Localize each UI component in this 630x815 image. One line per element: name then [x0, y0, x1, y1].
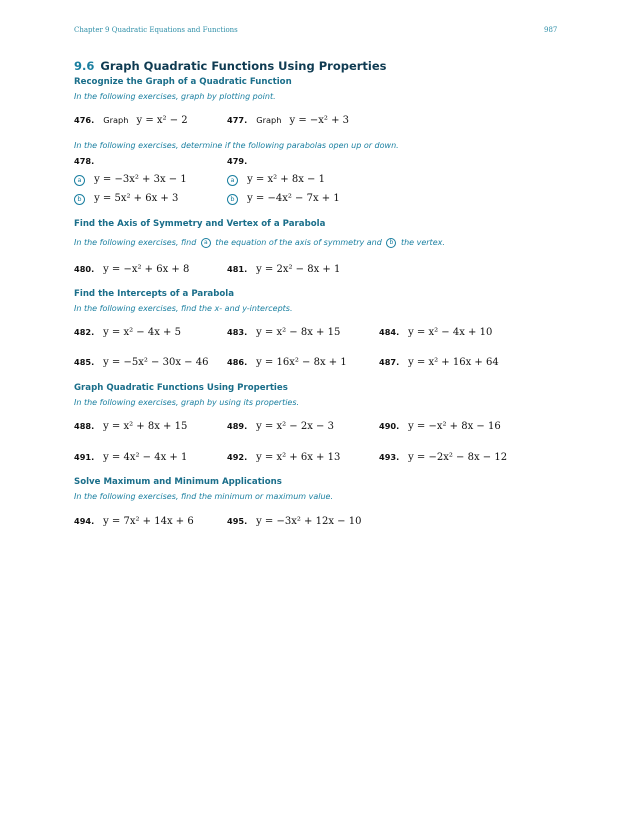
- part-a-marker: a: [201, 238, 211, 248]
- exercise-487: [379, 350, 499, 369]
- exercise-number: 480.: [74, 264, 95, 274]
- exercise-number: 487.: [379, 357, 400, 367]
- exercise-number: 489.: [227, 421, 248, 431]
- exercise-477: [227, 108, 349, 127]
- exercise-expression: y = x² + 8x − 1: [247, 174, 325, 185]
- subsection-heading-intercepts: Find the Intercepts of a Parabola: [74, 289, 235, 299]
- subsection-heading-axis: Find the Axis of Symmetry and Vertex of a Parabola: [74, 219, 326, 229]
- exercise-expression: y = −3x² + 3x − 1: [94, 174, 187, 185]
- exercise-number: 486.: [227, 357, 248, 367]
- exercise-expression: y = x² − 2: [136, 115, 188, 126]
- running-header-chapter: Chapter 9 Quadratic Equations and Functions: [74, 26, 238, 34]
- exercise-482: [74, 320, 181, 339]
- instruction-max-min: In the following exercises, find the minimum or maximum value.: [74, 492, 333, 501]
- exercise-495: [227, 509, 361, 528]
- part-b-marker: b: [386, 238, 396, 248]
- exercise-expression: y = −x² + 3: [289, 115, 350, 126]
- exercise-number: 492.: [227, 452, 248, 462]
- part-a-marker: a: [227, 175, 238, 186]
- part-b-marker: b: [227, 194, 238, 205]
- exercise-484: [379, 320, 492, 339]
- exercise-number: 483.: [227, 327, 248, 337]
- exercise-word: Graph: [103, 115, 129, 125]
- exercise-number: 493.: [379, 452, 400, 462]
- exercise-number: 477.: [227, 115, 248, 125]
- part-b-marker: b: [74, 194, 85, 205]
- exercise-expression: y = −3x² + 12x − 10: [256, 516, 362, 527]
- exercise-word: Graph: [256, 115, 282, 125]
- exercise-expression: y = 16x² − 8x + 1: [256, 357, 347, 368]
- exercise-expression: y = 7x² + 14x + 6: [103, 516, 194, 527]
- instruction-graph-properties: In the following exercises, graph by using its properties.: [74, 398, 300, 407]
- instruction-text: the equation of the axis of symmetry and: [215, 238, 382, 247]
- exercise-number-479: 479.: [227, 156, 248, 166]
- page-number: 987: [544, 26, 558, 34]
- exercise-expression: y = x² − 8x + 15: [256, 327, 341, 338]
- exercise-485: [74, 350, 208, 369]
- exercise-493: [379, 445, 507, 464]
- exercise-number: 476.: [74, 115, 95, 125]
- exercise-number: 484.: [379, 327, 400, 337]
- subsection-heading-recognize: Recognize the Graph of a Quadratic Function: [74, 77, 292, 87]
- instruction-text: In the following exercises, find: [74, 238, 197, 247]
- exercise-expression: y = x² − 2x − 3: [256, 421, 334, 432]
- section-number: 9.6: [74, 59, 95, 73]
- subsection-heading-graph-properties: Graph Quadratic Functions Using Properties: [74, 383, 288, 393]
- exercise-491: [74, 445, 187, 464]
- exercise-expression: y = −4x² − 7x + 1: [247, 193, 340, 204]
- exercise-488: [74, 414, 187, 433]
- instruction-open-up-down: In the following exercises, determine if the following parabolas open up or down.: [74, 141, 399, 150]
- exercise-expression: y = −2x² − 8x − 12: [408, 452, 508, 463]
- exercise-expression: y = 4x² − 4x + 1: [103, 452, 188, 463]
- exercise-489: [227, 414, 334, 433]
- exercise-479-part-a: [227, 167, 325, 186]
- exercise-494: [74, 509, 194, 528]
- exercise-481: [227, 257, 340, 276]
- exercise-486: [227, 350, 347, 369]
- exercise-number-478: 478.: [74, 156, 95, 166]
- exercise-492: [227, 445, 340, 464]
- exercise-expression: y = −x² + 8x − 16: [408, 421, 501, 432]
- exercise-number: 485.: [74, 357, 95, 367]
- exercise-478-part-a: [74, 167, 187, 186]
- exercise-expression: y = x² + 6x + 13: [256, 452, 341, 463]
- exercise-number: 481.: [227, 264, 248, 274]
- exercise-number: 482.: [74, 327, 95, 337]
- instruction-axis: [74, 238, 445, 248]
- instruction-recognize: In the following exercises, graph by plotting point.: [74, 92, 276, 101]
- exercise-number: 491.: [74, 452, 95, 462]
- part-a-marker: a: [74, 175, 85, 186]
- exercise-483: [227, 320, 340, 339]
- instruction-text: the vertex.: [400, 238, 445, 247]
- section-title-text: Graph Quadratic Functions Using Properties: [100, 59, 387, 73]
- instruction-intercepts: In the following exercises, find the x- and y-intercepts.: [74, 304, 293, 313]
- exercise-number: 490.: [379, 421, 400, 431]
- exercise-expression: y = 5x² + 6x + 3: [94, 193, 179, 204]
- subsection-heading-max-min: Solve Maximum and Minimum Applications: [74, 477, 282, 487]
- exercise-number: 495.: [227, 516, 248, 526]
- exercise-490: [379, 414, 501, 433]
- exercise-expression: y = −5x² − 30x − 46: [103, 357, 209, 368]
- exercise-expression: y = x² + 8x + 15: [103, 421, 188, 432]
- exercise-number: 488.: [74, 421, 95, 431]
- exercise-expression: y = 2x² − 8x + 1: [256, 264, 341, 275]
- exercise-479-part-b: [227, 186, 340, 205]
- exercise-expression: y = x² − 4x + 10: [408, 327, 493, 338]
- exercise-expression: y = x² − 4x + 5: [103, 327, 181, 338]
- section-title: [74, 59, 387, 73]
- exercise-number: 494.: [74, 516, 95, 526]
- exercise-478-part-b: [74, 186, 178, 205]
- exercise-expression: y = x² + 16x + 64: [408, 357, 499, 368]
- exercise-expression: y = −x² + 6x + 8: [103, 264, 190, 275]
- exercise-480: [74, 257, 189, 276]
- exercise-476: [74, 108, 188, 127]
